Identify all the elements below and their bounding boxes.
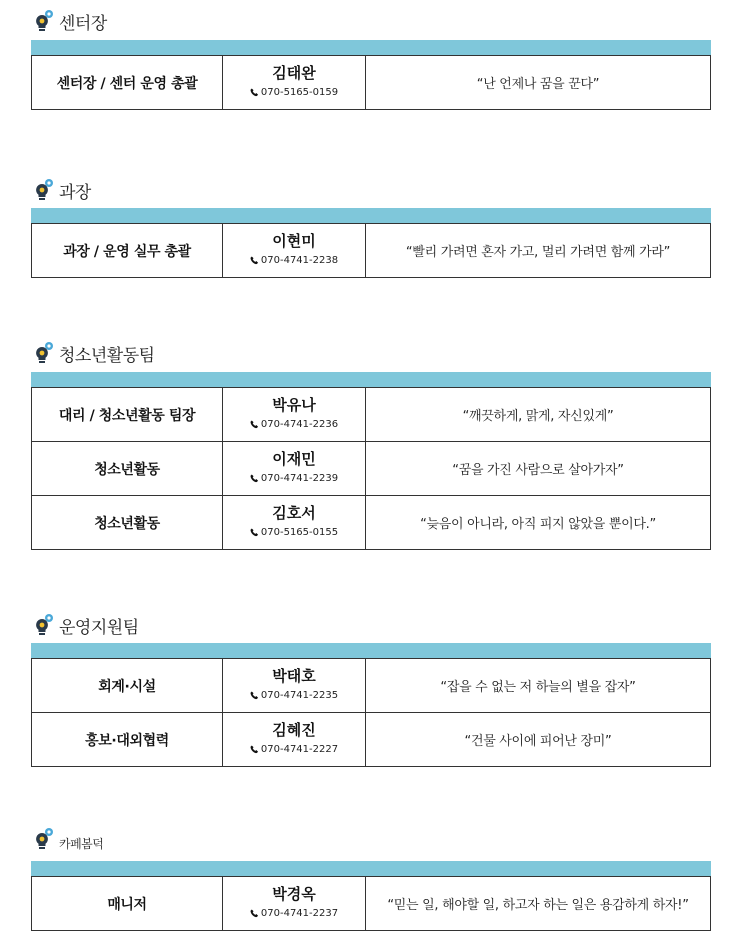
motto-cell: “늦음이 아니라, 아직 피지 않았을 뿐이다.”: [366, 496, 711, 550]
staff-table: [31, 658, 711, 767]
person-cell: [223, 877, 366, 931]
section-header-bar: [31, 643, 711, 658]
section-header: [31, 177, 91, 203]
person-cell: [223, 442, 366, 496]
table-row: [32, 713, 711, 767]
staff-table: [31, 55, 711, 110]
staff-name: 김혜진: [272, 721, 316, 739]
motto-cell: “빨리 가려면 혼자 가고, 멀리 가려면 함께 가라”: [366, 224, 711, 278]
phone-icon: [250, 691, 259, 700]
person-cell: [223, 388, 366, 442]
phone-icon: [250, 745, 259, 754]
section-header-bar: [31, 861, 711, 876]
role-cell: 홍보·대외협력: [32, 713, 223, 767]
person-cell: [223, 224, 366, 278]
motto-cell: “믿는 일, 해야할 일, 하고자 하는 일은 용감하게 하자!”: [366, 877, 711, 931]
section-header: [31, 8, 107, 34]
section-title: 카페봄덕: [59, 836, 104, 851]
section-title: 센터장: [59, 13, 107, 34]
table-row: [32, 442, 711, 496]
phone-number[interactable]: 070-4741-2235: [260, 690, 339, 701]
phone-icon: [250, 528, 259, 537]
phone-number[interactable]: 070-5165-0155: [260, 527, 339, 538]
phone-icon: [250, 256, 259, 265]
staff-name: 박유나: [272, 396, 316, 414]
staff-phone: [250, 743, 338, 756]
section-header: [31, 340, 155, 366]
person-cell: [223, 496, 366, 550]
staff-name: 박경옥: [272, 885, 316, 903]
role-cell: 대리 / 청소년활동 팀장: [32, 388, 223, 442]
lightbulb-gear-icon: [31, 341, 55, 365]
motto-cell: “꿈을 가진 사람으로 살아가자”: [366, 442, 711, 496]
staff-name: 이재민: [272, 450, 316, 468]
staff-name: 김호서: [272, 504, 316, 522]
role-cell: 회계·시설: [32, 659, 223, 713]
person-cell: [223, 659, 366, 713]
staff-phone: [250, 689, 338, 702]
phone-number[interactable]: 070-4741-2239: [260, 473, 339, 484]
staff-phone: [250, 472, 338, 485]
staff-name: 이현미: [272, 232, 316, 250]
staff-table: [31, 223, 711, 278]
phone-icon: [250, 88, 259, 97]
staff-phone: [250, 418, 338, 431]
motto-cell: “난 언제나 꿈을 꾼다”: [366, 56, 711, 110]
lightbulb-gear-icon: [31, 178, 55, 202]
staff-name: 김태완: [272, 64, 316, 82]
section-header-bar: [31, 372, 711, 387]
role-cell: 청소년활동: [32, 442, 223, 496]
staff-phone: [250, 254, 338, 267]
staff-phone: [250, 86, 338, 99]
section-title: 운영지원팀: [59, 617, 139, 638]
table-row: [32, 496, 711, 550]
lightbulb-gear-icon: [31, 613, 55, 637]
phone-icon: [250, 420, 259, 429]
section-title: 과장: [59, 182, 91, 203]
section-header: [31, 826, 103, 852]
person-cell: [223, 713, 366, 767]
staff-table: [31, 387, 711, 550]
table-row: [32, 224, 711, 278]
phone-number[interactable]: 070-4741-2238: [260, 255, 339, 266]
staff-table: [31, 876, 711, 931]
motto-cell: “깨끗하게, 맑게, 자신있게”: [366, 388, 711, 442]
person-cell: [223, 56, 366, 110]
table-row: [32, 659, 711, 713]
table-row: [32, 56, 711, 110]
role-cell: 센터장 / 센터 운영 총괄: [32, 56, 223, 110]
phone-number[interactable]: 070-4741-2237: [260, 908, 339, 919]
role-cell: 매니저: [32, 877, 223, 931]
phone-number[interactable]: 070-4741-2236: [260, 419, 339, 430]
staff-phone: [250, 526, 338, 539]
phone-number[interactable]: 070-5165-0159: [260, 87, 339, 98]
table-row: [32, 877, 711, 931]
section-header-bar: [31, 40, 711, 55]
table-row: [32, 388, 711, 442]
lightbulb-gear-icon: [31, 827, 55, 851]
section-title: 청소년활동팀: [59, 345, 155, 366]
staff-name: 박태호: [272, 667, 316, 685]
staff-phone: [250, 907, 338, 920]
role-cell: 청소년활동: [32, 496, 223, 550]
motto-cell: “건물 사이에 피어난 장미”: [366, 713, 711, 767]
phone-number[interactable]: 070-4741-2227: [260, 744, 339, 755]
phone-icon: [250, 909, 259, 918]
role-cell: 과장 / 운영 실무 총괄: [32, 224, 223, 278]
section-header: [31, 612, 139, 638]
phone-icon: [250, 474, 259, 483]
section-header-bar: [31, 208, 711, 223]
lightbulb-gear-icon: [31, 9, 55, 33]
motto-cell: “잡을 수 없는 저 하늘의 별을 잡자”: [366, 659, 711, 713]
